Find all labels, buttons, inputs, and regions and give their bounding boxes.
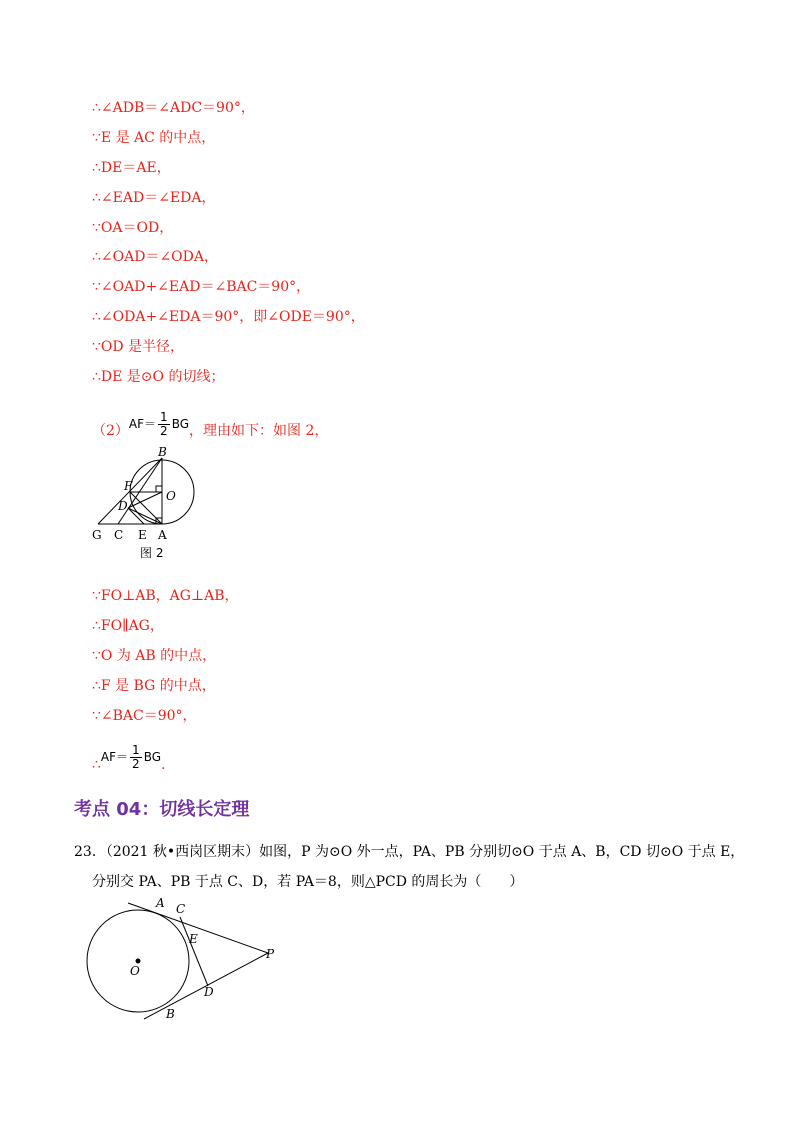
conclusion-suffix: . — [161, 757, 166, 773]
part2-formula — [129, 411, 189, 438]
figure23-label-b: B — [166, 1007, 175, 1021]
figure2-label-f: F — [124, 479, 133, 493]
figure23-tangent-cd — [180, 917, 208, 986]
question-23-line-1: 23．（2021 秋•西岗区期末）如图，P 为⊙O 外一点，PA、PB 分别切⊙O 于点 A、B，CD 切⊙O 于点 E， — [74, 844, 745, 860]
conclusion-rhs: BG — [143, 750, 162, 764]
conclusion — [92, 740, 165, 774]
proof-line-8: ∴∠ODA+∠EDA＝90°，即∠ODE＝90°， — [92, 309, 365, 325]
part2-rhs: BG — [171, 417, 190, 431]
figure23-label-e: E — [189, 932, 198, 946]
figure23-label-p: P — [266, 947, 275, 961]
proof-line-9: ∵OD 是半径， — [92, 339, 185, 355]
proof-line-7: ∵∠OAD+∠EAD＝∠BAC＝90°， — [92, 279, 311, 295]
figure-23 — [86, 895, 286, 1025]
proof-line-10: ∴DE 是⊙O 的切线； — [92, 369, 225, 385]
figure2-label-e: E — [138, 528, 147, 542]
figure2-caption: 图 2 — [140, 546, 164, 560]
conclusion-prefix: ∴ — [92, 757, 101, 773]
proof-line-6: ∴∠OAD＝∠ODA， — [92, 249, 218, 265]
conclusion-frac-num: 1 — [132, 742, 140, 757]
conclusion-formula — [101, 744, 161, 771]
figure23-label-d: D — [204, 985, 214, 999]
part2-lhs: AF＝ — [128, 417, 157, 431]
proof2-line-1: ∵FO⊥AB，AG⊥AB， — [92, 588, 239, 604]
proof-line-1: ∴∠ADB＝∠ADC＝90°， — [92, 100, 255, 116]
figure2-label-c: C — [114, 528, 124, 542]
proof2-line-5: ∵∠BAC＝90°， — [92, 708, 197, 724]
conclusion-fraction — [130, 744, 142, 771]
part2-suffix: ，理由如下：如图 2， — [189, 423, 329, 439]
figure2-label-a: A — [158, 528, 167, 542]
figure2-label-g: G — [92, 528, 102, 542]
conclusion-lhs: AF＝ — [100, 750, 129, 764]
proof2-line-4: ∴F 是 BG 的中点， — [92, 678, 216, 694]
proof-line-2: ∵E 是 AC 的中点， — [92, 130, 216, 146]
section-heading: 考点 04：切线长定理 — [74, 799, 250, 820]
figure23-center-dot — [136, 959, 141, 964]
conclusion-frac-den: 2 — [132, 756, 140, 771]
figure23-label-o: O — [130, 964, 140, 978]
figure2-label-b: B — [158, 445, 167, 459]
figure2-label-d: D — [118, 499, 128, 513]
figure2-label-o: O — [166, 489, 176, 503]
question-23-line-2: 分别交 PA、PB 于点 C、D，若 PA＝8，则△PCD 的周长为（ ） — [92, 874, 524, 890]
figure2-right-angle-o — [156, 486, 162, 492]
proof2-line-3: ∵O 为 AB 的中点， — [92, 648, 217, 664]
part2-prefix: （2） — [92, 423, 129, 439]
part2-statement — [92, 408, 328, 440]
figure-2 — [88, 444, 208, 562]
figure23-label-a: A — [156, 896, 165, 910]
proof-line-5: ∵OA＝OD， — [92, 220, 174, 236]
proof-line-3: ∴DE＝AE， — [92, 160, 171, 176]
proof2-line-2: ∴FO∥AG， — [92, 618, 164, 634]
figure23-label-c: C — [176, 902, 186, 916]
figure23-tangent-pa — [128, 903, 268, 953]
part2-fraction — [158, 411, 170, 438]
part2-frac-num: 1 — [160, 409, 168, 424]
part2-frac-den: 2 — [160, 423, 168, 438]
proof-line-4: ∴∠EAD＝∠EDA， — [92, 190, 216, 206]
figure2-line-da — [128, 508, 162, 524]
